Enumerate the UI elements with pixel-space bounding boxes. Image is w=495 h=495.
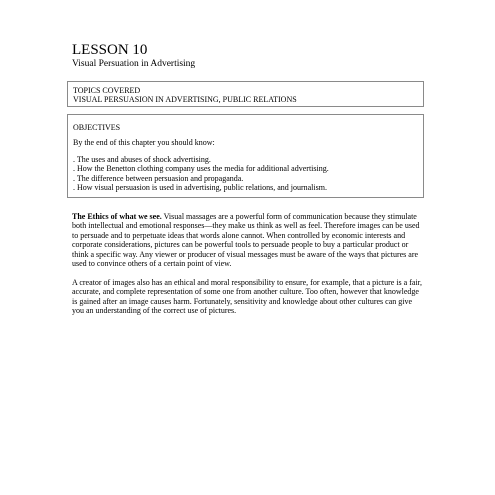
paragraph-responsibility: A creator of images also has an ethical and moral responsibility to ensure, for example, that a picture is a fair, accurate, and complete representation of some one from another culture. Too often, however that knowledge is gained after an image causes harm. Fortunately, sensitivity and knowledge about other cultures can give you an understanding of the correct use of pictures. [72,278,423,316]
lesson-subtitle: Visual Persuation in Advertising [72,59,196,69]
topics-label: TOPICS COVERED [73,86,141,95]
body-paragraph-1 [72,212,424,268]
topics-value: VISUAL PERSUASION IN ADVERTISING, PUBLIC RELATIONS [73,95,297,104]
topics-box [67,81,424,107]
objectives-intro: By the end of this chapter you should know: [73,138,215,147]
objective-item: . How the Benetton clothing company uses the media for additional advertising. [73,164,329,174]
objectives-list [73,155,329,192]
objective-item: . The difference between persuasion and propaganda. [73,173,244,183]
objective-item: . How visual persuasion is used in advertising, public relations, and journalism. [73,182,327,192]
objective-item: . The uses and abuses of shock advertising. [73,155,211,164]
objectives-box [67,114,424,198]
objectives-heading: OBJECTIVES [73,123,121,132]
paragraph-text: Visual massages are a powerful form of communication because they stimulate both intellectual and emotional responses—they make us think as well as feel. Therefore images can be used to persuade and to perpetuate ideas that words alone cannot. When controlled by economic interests and corporate considerations, pictures can be powerful tools to persuade people to buy a particular product or think a specific way. Any viewer or producer of visual messages must be aware of the ways that pictures are used to convince others of a certain point of view. [72,212,420,269]
body-paragraph-2 [72,278,424,316]
lesson-title: LESSON 10 [72,42,148,58]
paragraph-ethics [72,212,424,268]
paragraph-lead: The Ethics of what we see. [72,212,162,221]
